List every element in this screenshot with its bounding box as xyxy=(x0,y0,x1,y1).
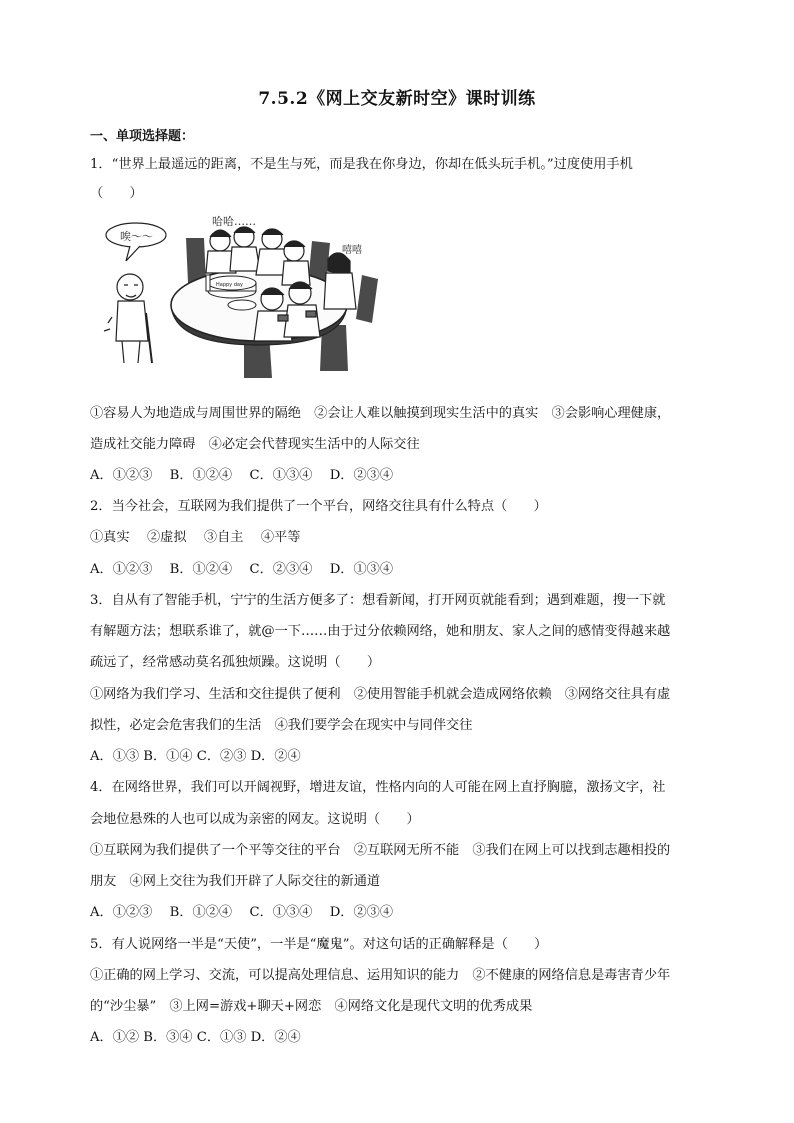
question-1-options-line-1: ①容易人为地造成与周围世界的隔绝 ②会让人难以触摸到现实生活中的真实 ③会影响心理健康， xyxy=(90,406,671,421)
question-4-stem-line-2: 会地位悬殊的人也可以成为亲密的网友。这说明（ ） xyxy=(90,812,420,827)
giggle-text: 嘻嘻 xyxy=(342,245,362,256)
question-5-answers: A．①② B．③④ C．①③ D．②④ xyxy=(90,1030,301,1045)
question-3-answers: A．①③ B．①④ C．②③ D．②④ xyxy=(90,749,301,764)
question-2-stem: 2．当今社会，互联网为我们提供了一个平台，网络交往具有什么特点（ ） xyxy=(90,499,547,514)
question-4-stem-line-1: 4．在网络世界，我们可以开阔视野，增进友谊，性格内向的人可能在网上直抒胸臆，激扬文字，社 xyxy=(90,780,666,795)
question-2-answers: A．①②③ B．①②④ C．②③④ D．①③④ xyxy=(90,562,394,577)
question-1-options-line-2: 造成社交能力障碍 ④必定会代替现实生活中的人际交往 xyxy=(90,437,420,452)
question-2-options: ①真实 ②虚拟 ③自主 ④平等 xyxy=(90,530,301,545)
question-5-options-line-1: ①正确的网上学习、交流，可以提高处理信息、运用知识的能力 ②不健康的网络信息是毒害青少年 xyxy=(90,968,671,983)
laugh-text: 哈哈…… xyxy=(212,215,256,228)
grandpa-sigh-text: 唉～～ xyxy=(120,230,153,243)
question-1-blank: （ ） xyxy=(90,186,143,201)
question-4-options-line-2: 朋友 ④网上交往为我们开辟了人际交往的新通道 xyxy=(90,874,381,889)
question-3-stem-line-2: 有解题方法；想联系谁了，就@一下……由于过分依赖网络，她和朋友、家人之间的感情变得越来越 xyxy=(90,624,671,639)
question-4-options-line-1: ①互联网为我们提供了一个平等交往的平台 ②互联网无所不能 ③我们在网上可以找到志趣相投的 xyxy=(90,843,671,858)
page-title: 7.5.2《网上交友新时空》课时训练 xyxy=(258,89,536,109)
family-phone-cartoon xyxy=(94,213,394,383)
question-5-stem: 5．有人说网络一半是“天使”，一半是“魔鬼”。对这句话的正确解释是（ ） xyxy=(90,937,548,952)
question-3-stem-line-1: 3．自从有了智能手机，宁宁的生活方便多了：想看新闻，打开网页就能看到；遇到难题，搜一下就 xyxy=(90,593,666,608)
question-4-answers: A．①②③ B．①②④ C．①③④ D．②③④ xyxy=(90,905,394,920)
section-heading: 一、单项选择题： xyxy=(90,129,195,144)
question-3-options-line-2: 拟性，必定会危害我们的生活 ④我们要学会在现实中与同伴交往 xyxy=(90,718,473,733)
question-3-options-line-1: ①网络为我们学习、生活和交往提供了便利 ②使用智能手机就会造成网络依赖 ③网络交往具有虚 xyxy=(90,687,671,702)
question-1-answers: A．①②③ B．①②④ C．①③④ D．②③④ xyxy=(90,468,394,483)
svg-text:Happy day: Happy day xyxy=(216,282,243,288)
question-5-options-line-2: 的“沙尘暴” ③上网=游戏+聊天+网恋 ④网络文化是现代文明的优秀成果 xyxy=(90,999,533,1014)
question-3-stem-line-3: 疏远了，经常感动莫名孤独烦躁。这说明（ ） xyxy=(90,655,381,670)
question-1-stem: 1．“世界上最遥远的距离，不是生与死，而是我在你身边，你却在低头玩手机。”过度使用手机 xyxy=(90,157,633,172)
